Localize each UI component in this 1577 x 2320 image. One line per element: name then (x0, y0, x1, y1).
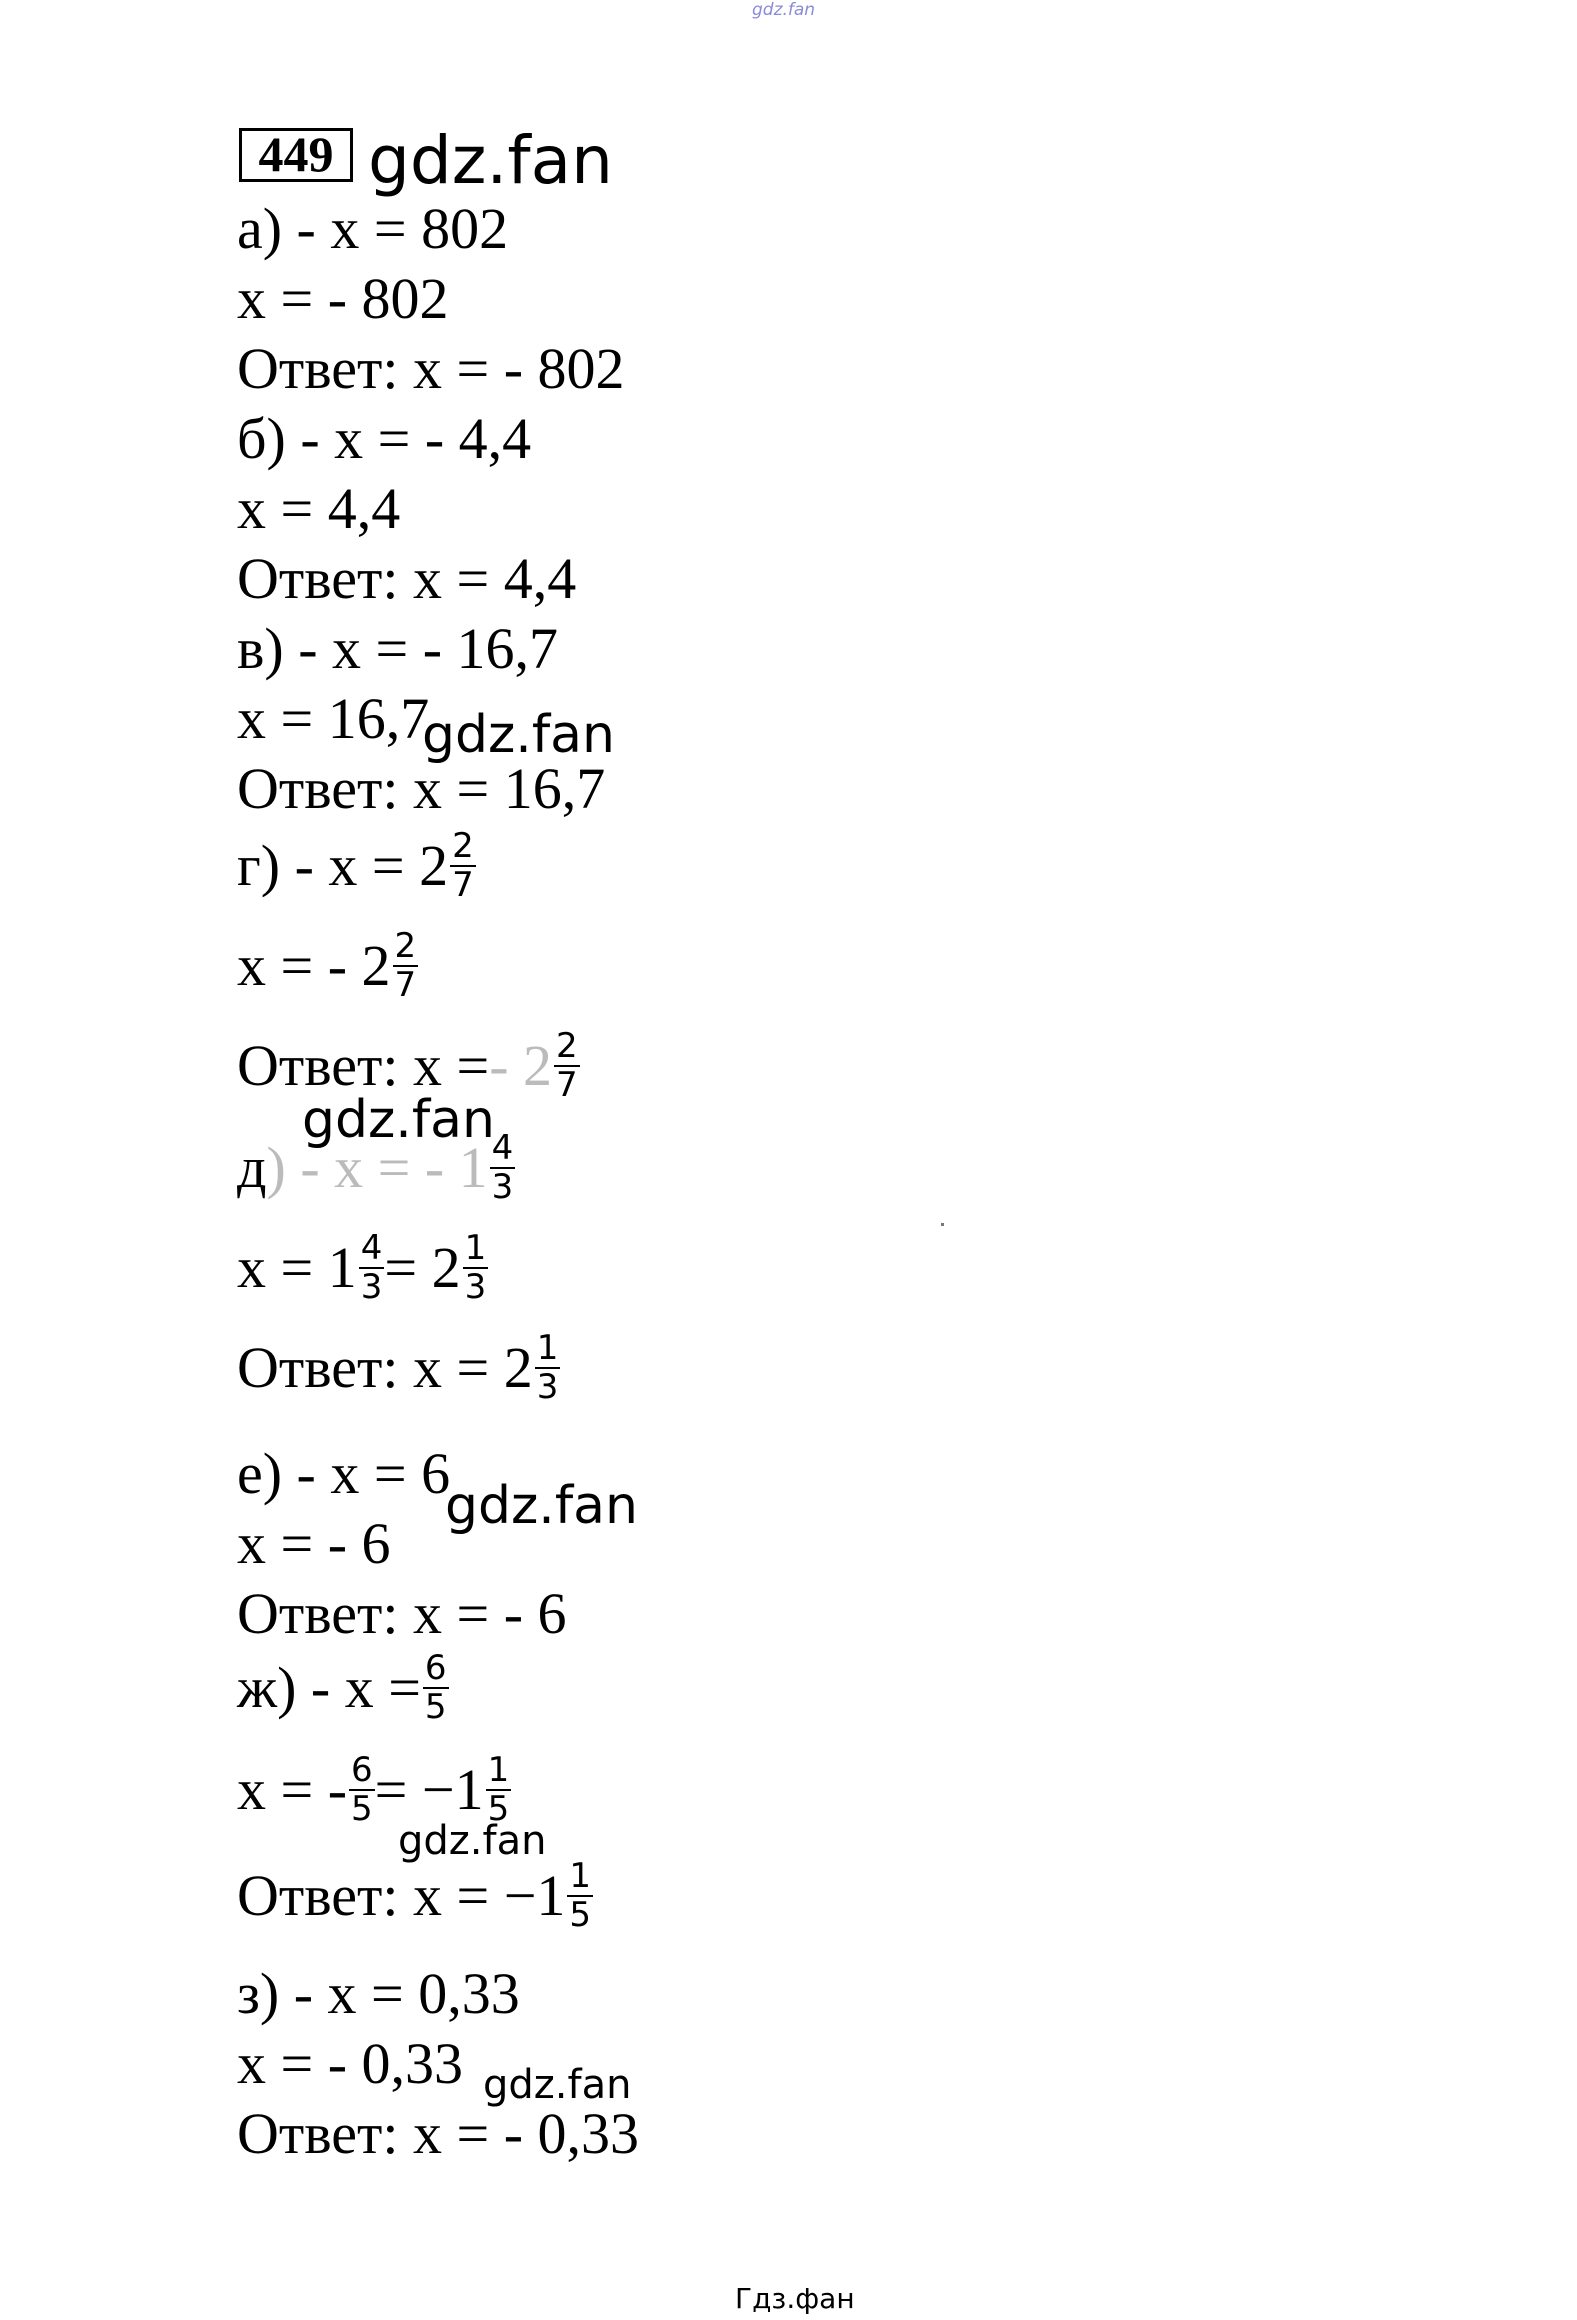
line-b-answer: Ответ: x = 4,4 (237, 546, 577, 611)
line-b-solution: x = 4,4 (237, 476, 401, 541)
fraction: $\frac{6}{5}$ (424, 1648, 447, 1728)
line-e-equation: е) - x = 6 (237, 1441, 451, 1506)
task-number: 449 (239, 128, 353, 182)
line-z-equation: з) - x = 0,33 (237, 1961, 520, 2026)
watermark: gdz.fan (422, 705, 615, 765)
fraction: $\frac{4}{3}$ (360, 1228, 383, 1308)
footer-text: Гдз.фан (735, 2282, 855, 2315)
line-zh-solution: x = - $\frac{6}{5}$ = −1 $\frac{1}{5}$ (237, 1750, 510, 1830)
watermark-top: gdz.fan (752, 0, 816, 20)
line-g-solution: x = - 2 $\frac{2}{7}$ (237, 926, 417, 1006)
speck (941, 1223, 944, 1226)
fraction: $\frac{6}{5}$ (351, 1750, 373, 1830)
line-d-answer: Ответ: x = 2 $\frac{1}{3}$ (237, 1328, 559, 1408)
line-zh-answer: Ответ: x = −1 $\frac{1}{5}$ (237, 1856, 592, 1936)
line-z-solution: x = - 0,33 (237, 2031, 464, 2096)
watermark: gdz.fan (302, 1090, 495, 1150)
line-g-equation: г) - x = 2 $\frac{2}{7}$ (237, 826, 474, 906)
line-g-answer: Ответ: x = - 2 $\frac{2}{7}$ (237, 1026, 578, 1106)
fraction: $\frac{2}{7}$ (452, 826, 474, 906)
fraction: $\frac{4}{3}$ (491, 1128, 514, 1208)
watermark: gdz.fan (398, 1818, 547, 1864)
line-d-equation: д ) - x = - 1 $\frac{4}{3}$ (237, 1128, 514, 1208)
watermark: gdz.fan (368, 122, 613, 199)
fraction: $\frac{2}{7}$ (394, 926, 417, 1006)
line-e-answer: Ответ: x = - 6 (237, 1581, 567, 1646)
line-v-answer: Ответ: x = 16,7 (237, 756, 606, 821)
line-a-equation: а) - x = 802 (237, 196, 509, 261)
line-v-solution: x = 16,7 (237, 686, 430, 751)
fraction: $\frac{1}{3}$ (536, 1328, 559, 1408)
fraction: $\frac{1}{3}$ (464, 1228, 487, 1308)
line-v-equation: в) - x = - 16,7 (237, 616, 559, 681)
line-a-solution: x = - 802 (237, 266, 449, 331)
line-e-solution: x = - 6 (237, 1511, 391, 1576)
fraction: $\frac{2}{7}$ (556, 1026, 578, 1106)
line-d-solution: x = 1 $\frac{4}{3}$ = 2 $\frac{1}{3}$ (237, 1228, 487, 1308)
line-z-answer: Ответ: x = - 0,33 (237, 2101, 640, 2166)
watermark: gdz.fan (445, 1476, 638, 1536)
line-zh-equation: ж) - x = $\frac{6}{5}$ (237, 1648, 447, 1728)
watermark: gdz.fan (483, 2062, 632, 2108)
fraction: $\frac{1}{5}$ (569, 1856, 592, 1936)
fraction: $\frac{1}{5}$ (487, 1750, 510, 1830)
line-a-answer: Ответ: x = - 802 (237, 336, 625, 401)
line-b-equation: б) - x = - 4,4 (237, 406, 532, 471)
